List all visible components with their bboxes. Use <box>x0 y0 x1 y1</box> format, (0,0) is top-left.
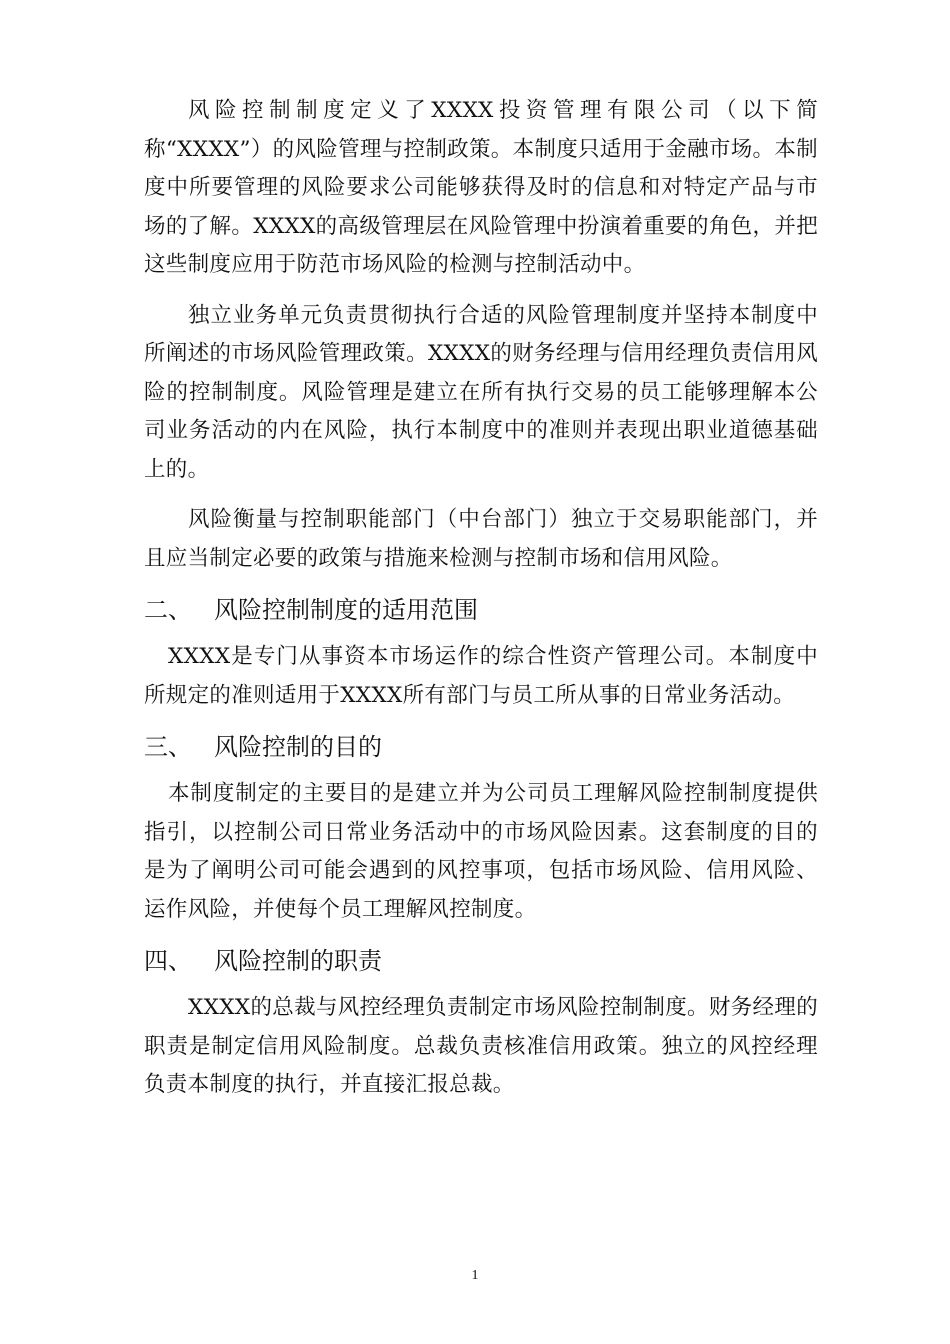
paragraph-middle-office: 风险衡量与控制职能部门（中台部门）独立于交易职能部门，并且应当制定必要的政策与措施来检测与控制市场和信用风险。 <box>144 507 818 571</box>
section-heading-scope <box>144 590 818 630</box>
paragraph-intro: 风险控制制度定义了XXXX投资管理有限公司（以下简称“XXXX”）的风险管理与控制政策。本制度只适用于金融市场。本制度中所要管理的风险要求公司能够获得及时的信息和对特定产品与市场的了解。XXXX的高级管理层在风险管理中扮演着重要的角色，并把这些制度应用于防范市场风险的检测与控制活动中。 <box>144 98 818 277</box>
page-number: 1 <box>471 1268 479 1283</box>
section-title: 风险控制制度的适用范围 <box>214 596 478 624</box>
section-heading-purpose <box>144 727 818 767</box>
section-heading-responsibilities <box>144 941 818 981</box>
paragraph-responsibilities: XXXX的总裁与风控经理负责制定市场风险控制制度。财务经理的职责是制定信用风险制度。总裁负责核准信用政策。独立的风控经理负责本制度的执行，并直接汇报总裁。 <box>144 995 818 1097</box>
section-number: 三、 <box>144 733 192 761</box>
section-number: 四、 <box>144 947 192 975</box>
document-body <box>144 92 818 1105</box>
section-title: 风险控制的职责 <box>214 947 382 975</box>
section-number: 二、 <box>144 596 192 624</box>
paragraph-scope: XXXX是专门从事资本市场运作的综合性资产管理公司。本制度中所规定的准则适用于XXXX所有部门与员工所从事的日常业务活动。 <box>144 644 818 708</box>
paragraph-purpose: 本制度制定的主要目的是建立并为公司员工理解风险控制制度提供指引，以控制公司日常业务活动中的市场风险因素。这套制度的目的是为了阐明公司可能会遇到的风控事项，包括市场风险、信用风险、运作风险，并使每个员工理解风控制度。 <box>144 781 818 922</box>
section-title: 风险控制的目的 <box>214 733 382 761</box>
paragraph-business-units: 独立业务单元负责贯彻执行合适的风险管理制度并坚持本制度中所阐述的市场风险管理政策。XXXX的财务经理与信用经理负责信用风险的控制制度。风险管理是建立在所有执行交易的员工能够理解本公司业务活动的内在风险，执行本制度中的准则并表现出职业道德基础上的。 <box>144 302 818 482</box>
